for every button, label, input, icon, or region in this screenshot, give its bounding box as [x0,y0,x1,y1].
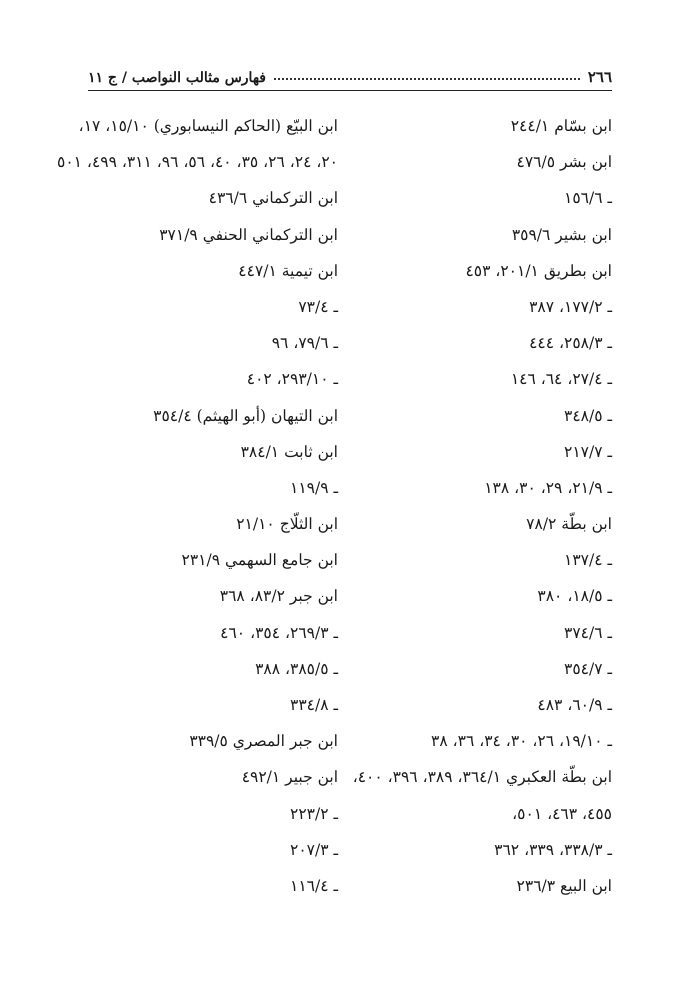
index-entry: ـ ٣٣٤/٨ [290,696,338,714]
index-entry: ٤٥٥، ٤٦٣، ٥٠١، [512,804,612,823]
index-entry: ـ ٢١٧/٧ [564,442,612,461]
index-entry: ـ ٣٣٨/٣، ٣٣٩، ٣٦٢ [494,840,612,859]
page-header [88,60,612,86]
index-entry: ابن بطريق ٢٠١/١، ٤٥٣ [465,261,612,280]
index-entry: ـ ٢٥٨/٣، ٤٤٤ [529,334,612,353]
index-entry: ابن البيع ٢٣٦/٣ [516,876,612,895]
index-entry: ابن جبير ٤٩٢/١ [241,768,338,787]
index-entry: ـ ٣٨٥/٥، ٣٨٨ [255,659,338,678]
index-entry: ـ ٢٧/٤، ٦٤، ١٤٦ [510,370,612,389]
index-entry: ـ ٣٥٤/٧ [564,659,612,678]
index-entry: ـ ٣٤٨/٥ [564,406,612,425]
index-entry: ـ ٢٦٩/٣، ٣٥٤، ٤٦٠ [220,623,338,642]
index-entry: ابن جبر ٨٣/٢، ٣٦٨ [219,587,338,606]
running-title: فهارس مثالب النواصب / ج ١١ [88,70,266,86]
index-entry: ـ ٢٢٣/٢ [290,804,338,823]
index-entry: ـ ٢١/٩، ٢٩، ٣٠، ١٣٨ [484,478,612,497]
index-entry: ـ ٣٧٤/٦ [564,623,612,642]
header-dot-leader [274,77,580,80]
index-entry: ابن تيمية ٤٤٧/١ [238,261,338,280]
index-entry: ـ ١٣٧/٤ [564,551,612,570]
index-entry: ابن الثلّاج ٢١/١٠ [236,515,338,534]
index-entry: ـ ١٧٧/٢، ٣٨٧ [529,297,612,316]
index-entry: ابن بسّام ٢٤٤/١ [510,117,612,135]
index-entry: ابن جبر المصري ٣٣٩/٥ [189,732,338,751]
index-entry: ـ ٢٠٧/٣ [290,840,338,859]
index-entry: ـ ٢٩٣/١٠، ٤٠٢ [246,370,338,389]
header-rule [88,90,612,91]
index-entry: ابن بطّة العكبري ٣٦٤/١، ٣٨٩، ٣٩٦، ٤٠٠، [352,768,612,787]
index-entry: ـ ٦٠/٩، ٤٨٣ [537,696,612,714]
index-entry: ـ ٧٣/٤ [298,297,338,316]
index-entry: ابن بشر ٤٧٦/٥ [516,153,612,172]
index-entry: ـ ١٨/٥، ٣٨٠ [537,587,612,606]
index-entry: ٢٠، ٢٤، ٢٦، ٣٥، ٤٠، ٥٦، ٩٦، ٣١١، ٤٩٩، ٥٠١ [57,153,338,172]
index-entry: ابن التركماني ٤٣٦/٦ [208,189,338,208]
index-entry: ـ ١١٩/٩ [290,478,338,497]
index-entry: ابن التركماني الحنفي ٣٧١/٩ [159,225,338,244]
index-entry: ـ ١٩/١٠، ٢٦، ٣٠، ٣٤، ٣٦، ٣٨ [431,732,612,751]
index-column-left [57,112,338,908]
index-entry: ـ ١١٦/٤ [290,876,338,895]
index-entry: ابن التيهان (أبو الهيثم) ٣٥٤/٤ [153,406,338,425]
index-entry: ابن البيّع (الحاكم النيسابوري) ١٥/١٠، ١٧، [78,117,338,135]
index-entry: ابن ثابت ٣٨٤/١ [240,442,338,461]
index-entry: ـ ١٥٦/٦ [564,189,612,208]
page-number: ٢٦٦ [587,68,612,86]
index-column-right [350,112,612,908]
index-entry: ابن جامع السهمي ٢٣١/٩ [181,551,338,570]
index-entry: ابن بطّة ٧٨/٢ [526,515,612,534]
index-entry: ابن بشير ٣٥٩/٦ [511,225,612,244]
index-entry: ـ ٧٩/٦، ٩٦ [271,334,338,353]
